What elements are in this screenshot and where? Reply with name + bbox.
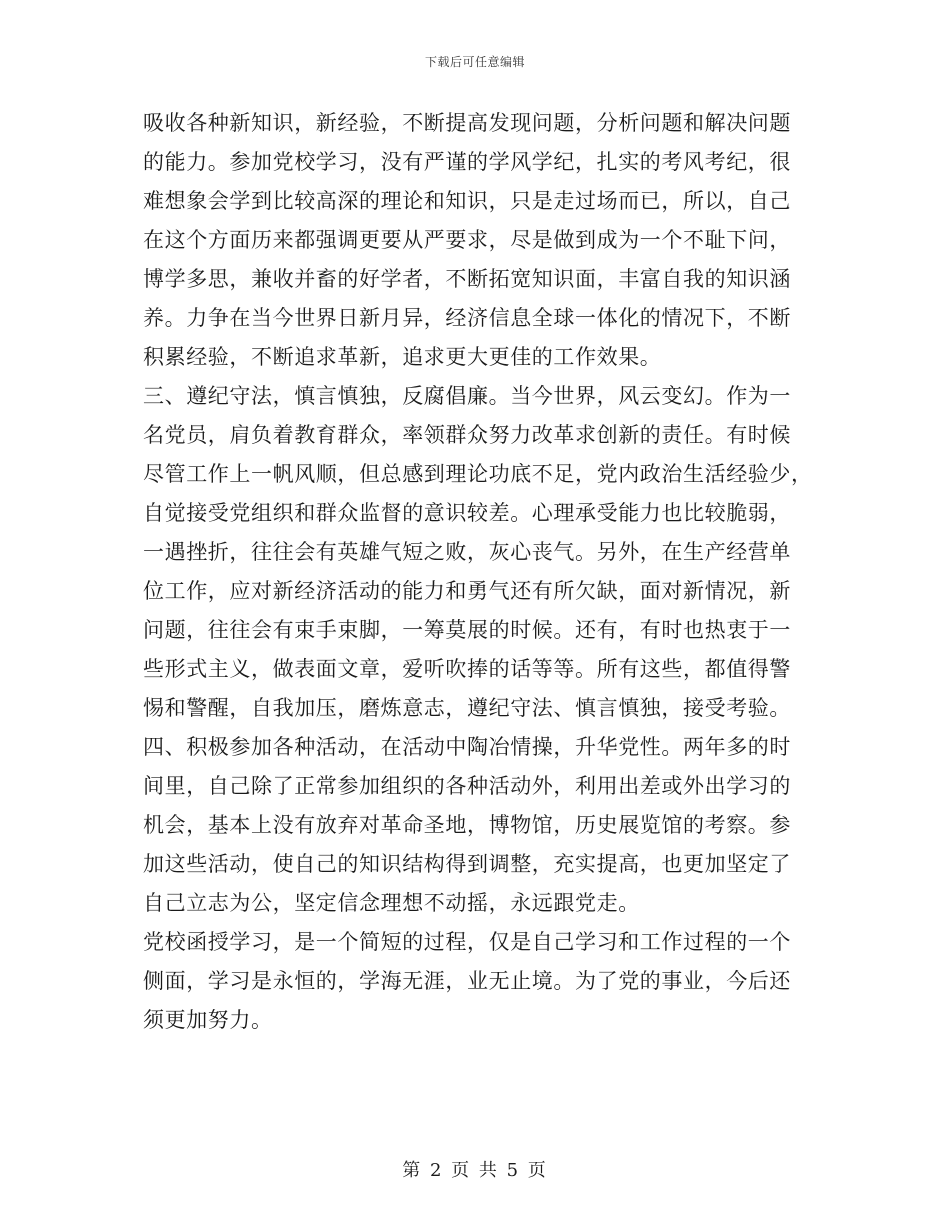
text-line: 三、遵纪守法，慎言慎独，反腐倡廉。当今世界，风云变幻。作为一	[143, 384, 791, 408]
text-line: 吸收各种新知识，新经验，不断提高发现问题，分析问题和解决问题	[143, 111, 791, 135]
text-line: 养。力争在当今世界日新月异，经济信息全球一体化的情况下，不断	[143, 306, 791, 330]
text-line: 机会，基本上没有放弃对革命圣地，博物馆，历史展览馆的考察。参	[143, 813, 791, 837]
text-line: 博学多思，兼收并畜的好学者，不断拓宽知识面，丰富自我的知识涵	[143, 267, 791, 291]
body-text	[143, 104, 813, 1040]
text-line: 惕和警醒，自我加压，磨炼意志，遵纪守法、慎言慎独，接受考验。	[143, 696, 791, 720]
text-line: 在这个方面历来都强调更要从严要求，尽是做到成为一个不耻下问，	[143, 228, 791, 252]
page-footer: 第 2 页 共 5 页	[402, 1160, 548, 1181]
text-line: 须更加努力。	[143, 1008, 273, 1032]
text-line: 加这些活动，使自己的知识结构得到调整，充实提高，也更加坚定了	[143, 852, 791, 876]
text-line: 四、积极参加各种活动，在活动中陶冶情操，升华党性。两年多的时	[143, 735, 791, 759]
text-line: 的能力。参加党校学习，没有严谨的学风学纪，扎实的考风考纪，很	[143, 150, 791, 174]
text-line: 自己立志为公，坚定信念理想不动摇，永远跟党走。	[143, 891, 640, 915]
text-line: 些形式主义，做表面文章，爱听吹捧的话等等。所有这些，都值得警	[143, 657, 791, 681]
text-line: 难想象会学到比较高深的理论和知识，只是走过场而已，所以，自己	[143, 189, 791, 213]
text-line: 尽管工作上一帆风顺，但总感到理论功底不足，党内政治生活经验少，	[143, 462, 813, 486]
text-line: 积累经验，不断追求革新，追求更大更佳的工作效果。	[143, 345, 662, 369]
text-line: 名党员，肩负着教育群众，率领群众努力改革求创新的责任。有时候	[143, 423, 791, 447]
text-line: 问题，往往会有束手束脚，一筹莫展的时候。还有，有时也热衷于一	[143, 618, 791, 642]
text-line: 自觉接受党组织和群众监督的意识较差。心理承受能力也比较脆弱，	[143, 501, 791, 525]
text-line: 侧面，学习是永恒的，学海无涯，业无止境。为了党的事业，今后还	[143, 969, 791, 993]
text-line: 党校函授学习，是一个简短的过程，仅是自己学习和工作过程的一个	[143, 930, 791, 954]
text-line: 一遇挫折，往往会有英雄气短之败，灰心丧气。另外，在生产经营单	[143, 540, 791, 564]
text-line: 间里，自己除了正常参加组织的各种活动外，利用出差或外出学习的	[143, 774, 791, 798]
page-header: 下载后可任意编辑	[424, 55, 525, 69]
text-line: 位工作，应对新经济活动的能力和勇气还有所欠缺，面对新情况，新	[143, 579, 791, 603]
